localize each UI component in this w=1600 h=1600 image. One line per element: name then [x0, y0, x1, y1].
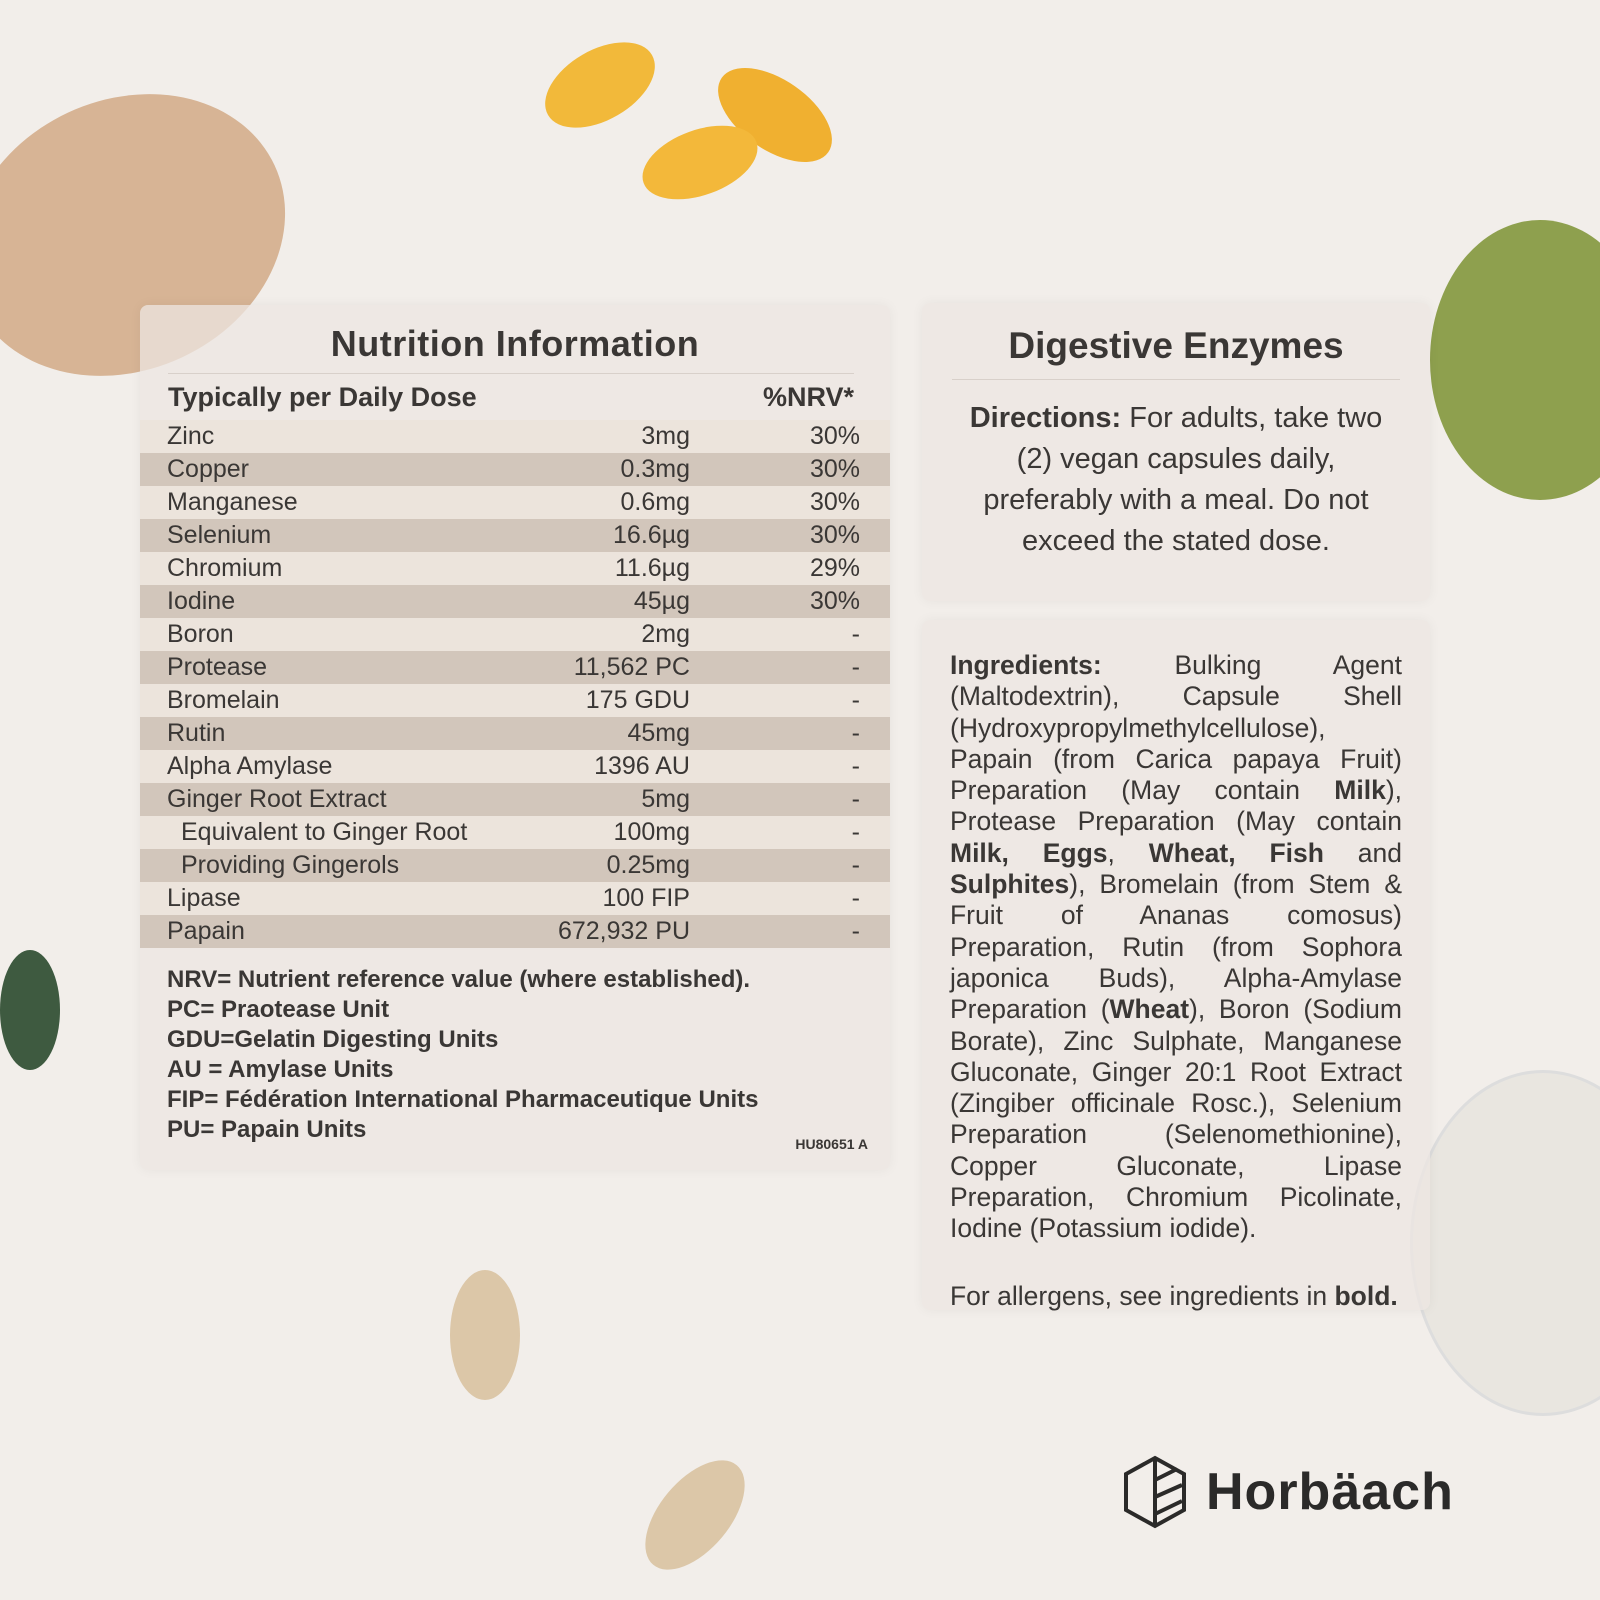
nutrient-amount: 11.6µg: [614, 554, 690, 582]
nutrient-nrv: -: [851, 884, 860, 912]
nutrient-amount: 3mg: [641, 422, 690, 450]
table-row: [140, 486, 890, 519]
footnotes: [167, 965, 758, 1145]
ingredient-text: Bulking Agent (Maltodextrin), Capsule Shell (Hydroxypropylmethylcellulose), Papain (from Carica papaya Fruit) Preparation (May contain: [950, 650, 1402, 806]
nutrient-name: Equivalent to Ginger Root: [181, 818, 468, 846]
nutrient-nrv: -: [851, 719, 860, 747]
nutrition-title: Nutrition Information: [330, 323, 700, 364]
table-row: [140, 750, 890, 783]
allergen-highlight: Wheat, Fish: [1148, 837, 1324, 868]
dose-header: Typically per Daily Dose: [168, 382, 477, 412]
nutrition-table: [140, 420, 890, 948]
allergen-highlight: Wheat: [1109, 994, 1190, 1025]
nutrient-nrv: -: [851, 620, 860, 648]
nutrient-name: Alpha Amylase: [167, 752, 333, 780]
nutrition-panel: [140, 305, 890, 1170]
tablet-decoration: [450, 1270, 520, 1400]
table-row: [140, 651, 890, 684]
nutrient-amount: 5mg: [641, 785, 690, 813]
nutrient-nrv: -: [851, 917, 860, 945]
nutrient-nrv: 30%: [809, 455, 860, 483]
footnote: GDU=Gelatin Digesting Units: [167, 1026, 499, 1053]
tablet-decoration: [626, 1443, 763, 1588]
ingredient-text: ), Protease Preparation (May contain: [950, 775, 1402, 837]
allergen-highlight: Sulphites: [950, 869, 1070, 900]
brand-name: Horbäach: [1206, 1463, 1454, 1521]
nutrient-amount: 672,932 PU: [557, 917, 690, 945]
tablet-decoration: [0, 950, 60, 1070]
nutrient-name: Ginger Root Extract: [167, 785, 387, 813]
nutrient-nrv: 29%: [809, 554, 860, 582]
nutrient-name: Protease: [167, 653, 268, 681]
nrv-header: %NRV*: [762, 382, 854, 412]
nutrient-amount: 0.25mg: [606, 851, 690, 879]
allergen-note: [950, 1281, 1402, 1312]
allergen-text: For allergens, see ingredients in: [950, 1280, 1335, 1311]
ingredients-text: [950, 650, 1402, 1245]
ingredients-panel: [922, 620, 1430, 1310]
product-title: Digestive Enzymes: [952, 325, 1400, 380]
nutrient-nrv: -: [851, 752, 860, 780]
nutrient-nrv: 30%: [809, 587, 860, 615]
directions-label: Directions:: [969, 402, 1122, 434]
nutrient-nrv: -: [851, 785, 860, 813]
allergen-highlight: Ingredients:: [950, 650, 1102, 680]
table-row: [140, 684, 890, 717]
directions-body: For adults, take two (2) vegan capsules daily, preferably with a meal. Do not exceed the stated dose.: [983, 402, 1383, 557]
footnote: AU = Amylase Units: [167, 1056, 394, 1083]
allergen-bold: bold.: [1334, 1280, 1398, 1311]
footnote: PC= Praotease Unit: [167, 996, 390, 1023]
powder-decoration: [1430, 220, 1600, 500]
nutrient-amount: 16.6µg: [613, 521, 690, 549]
directions-panel: [922, 303, 1430, 601]
nutrient-name: Chromium: [167, 554, 283, 582]
brand-logo: [1122, 1455, 1454, 1529]
table-row: [140, 783, 890, 816]
directions-text: [952, 398, 1400, 562]
nutrient-nrv: 30%: [809, 488, 860, 516]
ingredient-text: and: [1323, 837, 1402, 868]
table-row: [140, 849, 890, 882]
nutrient-nrv: -: [851, 653, 860, 681]
table-row: [140, 519, 890, 552]
nutrient-amount: 1396 AU: [594, 752, 690, 780]
allergen-highlight: Milk, Eggs: [950, 837, 1108, 868]
ingredient-text: ), Boron (Sodium Borate), Zinc Sulphate, Manganese Gluconate, Ginger 20:1 Root Extract (Zingiber officinale Rosc.), Selenium Preparation (Selenomethionine), Copper Gluconate, Lipase Preparation, Chromium Picolinate, Iodine (Potassium iodide).: [950, 994, 1402, 1244]
nutrient-amount: 100mg: [613, 818, 690, 846]
nutrient-name: Selenium: [167, 521, 272, 549]
table-header: [168, 373, 854, 413]
nutrient-nrv: 30%: [809, 521, 860, 549]
nutrient-amount: 45µg: [633, 587, 690, 615]
product-code: HU80651 A: [795, 1136, 868, 1152]
nutrient-amount: 11,562 PC: [573, 653, 690, 681]
nutrient-nrv: 30%: [809, 422, 860, 450]
hexagon-leaf-icon: [1122, 1455, 1188, 1529]
nutrient-name: Iodine: [167, 587, 236, 615]
nutrient-amount: 100 FIP: [602, 884, 690, 912]
nutrient-name: Bromelain: [167, 686, 280, 714]
footnote: NRV= Nutrient reference value (where established).: [167, 966, 751, 993]
table-row: [140, 816, 890, 849]
nutrient-amount: 2mg: [641, 620, 690, 648]
table-row: [140, 717, 890, 750]
ingredient-text: ), Bromelain (from Stem & Fruit of Ananas comosus) Preparation, Rutin (from Sophora japonica Buds), Alpha-Amylase Preparation (: [950, 869, 1402, 1025]
table-row: [140, 420, 890, 453]
nutrient-amount: 45mg: [627, 719, 690, 747]
table-row: [140, 915, 890, 948]
nutrient-name: Zinc: [167, 422, 215, 450]
nutrient-name: Lipase: [167, 884, 241, 912]
nutrient-amount: 175 GDU: [585, 686, 690, 714]
allergen-highlight: Milk: [1334, 775, 1386, 806]
nutrient-nrv: -: [851, 851, 860, 879]
nutrient-amount: 0.6mg: [620, 488, 690, 516]
bowl-decoration: [1410, 1070, 1600, 1416]
nutrient-amount: 0.3mg: [620, 455, 690, 483]
footnote: PU= Papain Units: [167, 1116, 367, 1143]
ingredient-text: ,: [1107, 837, 1149, 868]
nutrient-name: Copper: [167, 455, 249, 483]
table-row: [140, 552, 890, 585]
nutrient-nrv: -: [851, 818, 860, 846]
table-row: [140, 618, 890, 651]
footnote: FIP= Fédération International Pharmaceutique Units: [167, 1086, 759, 1113]
nutrient-name: Rutin: [167, 719, 226, 747]
table-row: [140, 585, 890, 618]
capsule-decoration: [531, 25, 670, 146]
nutrient-name: Providing Gingerols: [181, 851, 400, 879]
nutrient-nrv: -: [851, 686, 860, 714]
table-row: [140, 882, 890, 915]
table-row: [140, 453, 890, 486]
nutrient-name: Papain: [167, 917, 245, 945]
nutrient-name: Boron: [167, 620, 234, 648]
nutrient-name: Manganese: [167, 488, 298, 516]
